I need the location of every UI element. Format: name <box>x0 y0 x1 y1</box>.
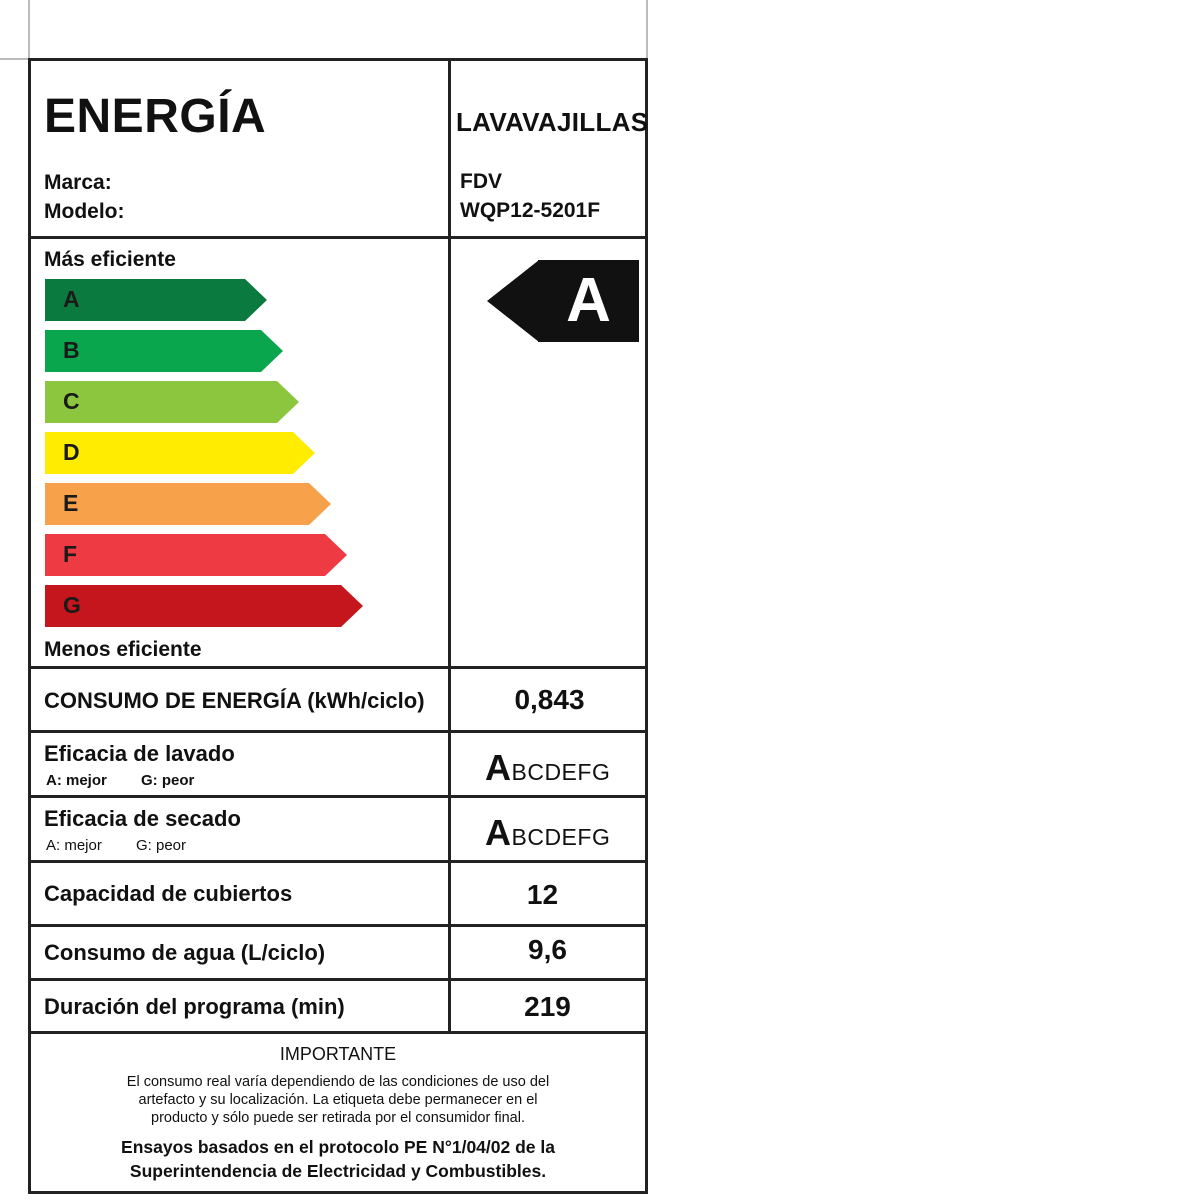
efficiency-bar-e <box>45 483 331 525</box>
efficiency-bar-tip <box>341 585 363 627</box>
drying-best-note: A: mejor <box>46 837 102 854</box>
drying-worst-note: G: peor <box>136 837 187 854</box>
protocol-line-2: Superintendencia de Electricidad y Combustibles. <box>129 1161 547 1181</box>
washing-other-classes: BCDEFG <box>511 759 611 785</box>
drying-efficacy-label: Eficacia de secado <box>44 806 241 831</box>
important-line-1: El consumo real varía dependiendo de las condiciones de uso del <box>126 1074 550 1090</box>
energy-label <box>28 58 648 1194</box>
efficiency-bar-body <box>45 483 309 525</box>
water-consumption-label: Consumo de agua (L/ciclo) <box>44 940 326 965</box>
divider <box>31 236 645 239</box>
top-strip <box>28 0 648 58</box>
left-tick <box>0 58 28 60</box>
less-efficient-label: Menos eficiente <box>44 638 202 661</box>
efficiency-bar-tip <box>293 432 315 474</box>
label-title: ENERGÍA <box>44 90 267 143</box>
efficiency-bar-f <box>45 534 347 576</box>
model-label: Modelo: <box>44 200 125 223</box>
washing-efficacy-label: Eficacia de lavado <box>44 741 235 766</box>
divider <box>31 860 645 863</box>
efficiency-bar-g <box>45 585 363 627</box>
washing-efficacy-scale <box>485 747 610 789</box>
divider <box>31 795 645 798</box>
important-title: IMPORTANTE <box>279 1044 397 1064</box>
program-duration-value: 219 <box>524 991 571 1022</box>
place-settings-value: 12 <box>526 879 559 910</box>
rating-arrow-tip <box>487 260 539 342</box>
model-value: WQP12-5201F <box>460 199 601 222</box>
efficiency-bar-tip <box>245 279 267 321</box>
washing-efficacy-class: A <box>485 747 512 788</box>
efficiency-bar-letter: D <box>63 439 80 465</box>
efficiency-bar-a <box>45 279 267 321</box>
important-line-3: producto y sólo puede ser retirada por el consumidor final. <box>151 1110 525 1126</box>
washing-worst-note: G: peor <box>141 772 195 789</box>
energy-consumption-value: 0,843 <box>514 684 585 715</box>
important-line-2: artefacto y su localización. La etiqueta debe permanecer en el <box>138 1092 538 1108</box>
divider <box>31 924 645 927</box>
brand-value: FDV <box>460 170 502 193</box>
efficiency-bar-c <box>45 381 299 423</box>
efficiency-bar-body <box>45 534 325 576</box>
divider <box>31 978 645 981</box>
efficiency-bar-letter: F <box>63 541 78 567</box>
drying-other-classes: BCDEFG <box>511 824 611 850</box>
efficiency-bar-letter: G <box>63 592 81 618</box>
more-efficient-label: Más eficiente <box>44 248 176 271</box>
efficiency-bar-letter: A <box>63 286 80 312</box>
efficiency-bar-body <box>45 585 341 627</box>
divider <box>31 1031 645 1034</box>
program-duration-label: Duración del programa (min) <box>44 994 345 1019</box>
energy-consumption-label: CONSUMO DE ENERGÍA (kWh/ciclo) <box>44 688 425 713</box>
washing-best-note: A: mejor <box>46 772 107 789</box>
rating-letter: A <box>566 266 611 335</box>
efficiency-bar-letter: E <box>63 490 79 516</box>
efficiency-bar-b <box>45 330 283 372</box>
brand-label: Marca: <box>44 171 112 194</box>
drying-efficacy-scale <box>485 812 610 854</box>
efficiency-bar-letter: B <box>63 337 80 363</box>
efficiency-bar-letter: C <box>63 388 80 414</box>
efficiency-bar-tip <box>325 534 347 576</box>
drying-efficacy-class: A <box>485 812 512 853</box>
efficiency-bar-tip <box>277 381 299 423</box>
rating-arrow <box>487 260 639 342</box>
divider <box>31 730 645 733</box>
protocol-line-1: Ensayos basados en el protocolo PE N°1/04/02 de la <box>121 1137 555 1157</box>
efficiency-bar-d <box>45 432 315 474</box>
water-consumption-value: 9,6 <box>528 934 567 965</box>
appliance-type: LAVAVAJILLAS <box>456 107 649 137</box>
efficiency-bar-tip <box>309 483 331 525</box>
efficiency-bar-body <box>45 432 293 474</box>
divider <box>31 666 645 669</box>
efficiency-bar-tip <box>261 330 283 372</box>
place-settings-label: Capacidad de cubiertos <box>44 881 293 906</box>
efficiency-bar-body <box>45 381 277 423</box>
